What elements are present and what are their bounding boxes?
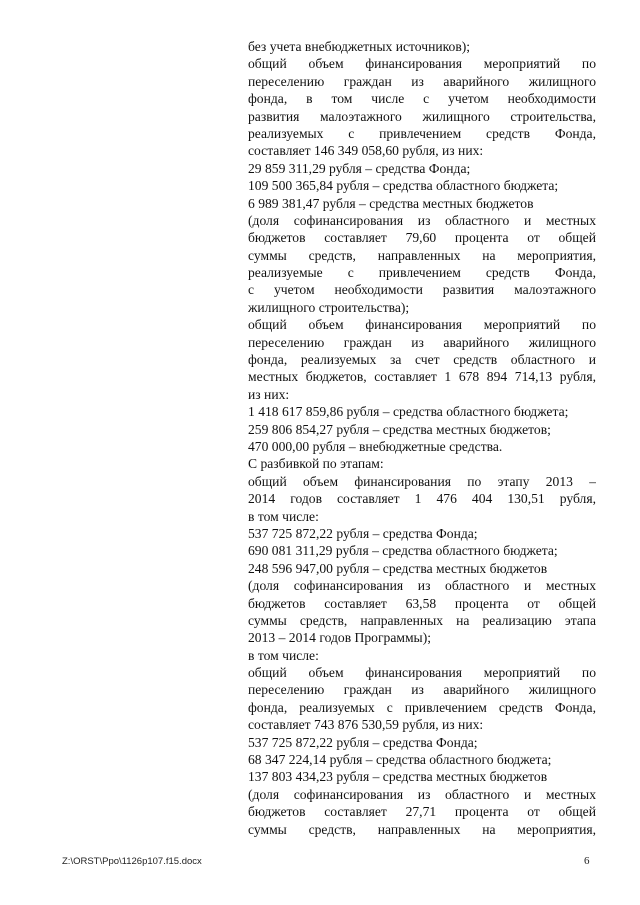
text-line: развития малоэтажного жилищного строительства,	[248, 108, 596, 124]
text-line: общий объем финансирования по этапу 2013 –	[248, 473, 596, 489]
text-line: 1 418 617 859,86 рубля – средства областного бюджета;	[248, 404, 569, 420]
text-line: переселению граждан из аварийного жилищного	[248, 73, 596, 89]
text-line: в том числе:	[248, 647, 319, 663]
text-line: 137 803 434,23 рубля – средства местных бюджетов	[248, 769, 548, 785]
text-line: 2014 годов составляет 1 476 404 130,51 рубля,	[248, 491, 596, 507]
text-line: составляет 146 349 058,60 рубля, из них:	[248, 143, 484, 159]
text-line: бюджетов составляет 27,71 процента от общей	[248, 804, 596, 820]
text-line: в том числе:	[248, 508, 319, 524]
text-line: фонда, в том числе с учетом необходимости	[248, 91, 596, 107]
text-line: 259 806 854,27 рубля – средства местных бюджетов;	[248, 421, 551, 437]
text-line: С разбивкой по этапам:	[248, 456, 384, 472]
body-text-column	[248, 38, 596, 838]
text-line: общий объем финансирования мероприятий по	[248, 317, 596, 333]
text-line: реализуемые с привлечением средств Фонда,	[248, 265, 596, 281]
text-line: из них:	[248, 386, 290, 402]
text-line: общий объем финансирования мероприятий по	[248, 665, 596, 681]
text-line: жилищного строительства);	[248, 299, 410, 315]
text-line: 2013 – 2014 годов Программы);	[248, 630, 431, 646]
text-line: 537 725 872,22 рубля – средства Фонда;	[248, 525, 478, 541]
text-line: (доля софинансирования из областного и местных	[248, 578, 596, 594]
text-line: общий объем финансирования мероприятий по	[248, 56, 596, 72]
text-line: 109 500 365,84 рубля – средства областного бюджета;	[248, 178, 559, 194]
text-line: 6 989 381,47 рубля – средства местных бюджетов	[248, 195, 534, 211]
footer-file-path: Z:\ORST\Ppo\1126p107.f15.docx	[62, 856, 202, 867]
text-line: 537 725 872,22 рубля – средства Фонда;	[248, 734, 478, 750]
text-line: с учетом необходимости развития малоэтажного	[248, 282, 596, 298]
text-line: переселению граждан из аварийного жилищного	[248, 682, 596, 698]
text-line: (доля софинансирования из областного и местных	[248, 212, 596, 228]
text-line: без учета внебюджетных источников);	[248, 39, 471, 54]
text-line: фонда, реализуемых с привлечением средств Фонда,	[248, 699, 596, 715]
text-line: 690 081 311,29 рубля – средства областного бюджета;	[248, 543, 558, 559]
text-line: (доля софинансирования из областного и местных	[248, 786, 596, 802]
text-line: составляет 743 876 530,59 рубля, из них:	[248, 717, 484, 733]
text-line: 248 596 947,00 рубля – средства местных бюджетов	[248, 560, 548, 576]
text-line: 68 347 224,14 рубля – средства областного бюджета;	[248, 752, 552, 768]
text-line: суммы средств, направленных на мероприятия,	[248, 821, 596, 837]
text-line: 470 000,00 рубля – внебюджетные средства.	[248, 438, 503, 454]
text-line: фонда, реализуемых за счет средств областного и	[248, 352, 596, 368]
text-line: суммы средств, направленных на реализацию этапа	[248, 612, 596, 628]
text-line: переселению граждан из аварийного жилищного	[248, 334, 596, 350]
text-line: бюджетов составляет 63,58 процента от общей	[248, 595, 596, 611]
text-line: бюджетов составляет 79,60 процента от общей	[248, 230, 596, 246]
text-line: суммы средств, направленных на мероприятия,	[248, 247, 596, 263]
text-line: 29 859 311,29 рубля – средства Фонда;	[248, 160, 471, 176]
page-number: 6	[584, 855, 590, 867]
text-line: реализуемых с привлечением средств Фонда,	[248, 125, 596, 141]
text-line: местных бюджетов, составляет 1 678 894 714,13 рубля,	[248, 369, 596, 385]
